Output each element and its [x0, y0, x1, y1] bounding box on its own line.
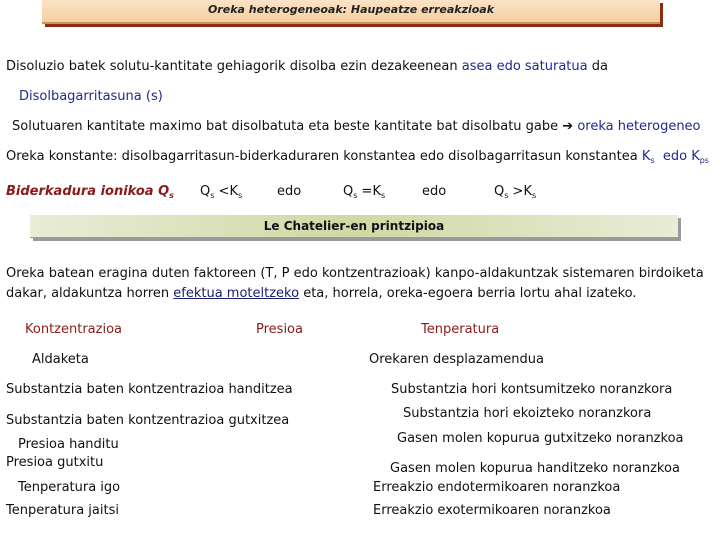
condition-less: $Q_s <K_s$: [200, 184, 243, 200]
condition-edo-1: edo: [277, 184, 302, 199]
column-header-shift: Orekaren desplazamendua: [369, 352, 544, 367]
saturation-text-a: Disoluzio batek solutu-kantitate gehiagorik disolba ezin dezakeenean: [6, 59, 462, 74]
saturation-term: asea edo saturatua: [461, 59, 588, 74]
chatelier-banner: [30, 215, 678, 238]
ks-symbol: $K_s$: [641, 149, 655, 165]
condition-edo-2: edo: [422, 184, 447, 199]
page-title: Oreka heterogeneoak: Haupeatze erreakzioak: [207, 3, 495, 16]
effect-link[interactable]: efektua moteltzeko: [173, 286, 300, 301]
change-row: Tenperatura jaitsi: [6, 503, 119, 518]
chatelier-paragraph-line2: dakar, aldakuntza horren efektua moteltzeko eta, horrela, oreka-egoera berria lortu ahal izateko.: [6, 286, 637, 301]
change-row: Tenperatura igo: [18, 480, 121, 495]
shift-row: Gasen molen kopurua gutxitzeko noranzkoa: [397, 431, 684, 446]
condition-greater: $Q_s >K_s$: [494, 184, 537, 200]
change-row: Substantzia baten kontzentrazioa handitzea: [6, 382, 293, 397]
change-row: Substantzia baten kontzentrazioa gutxitzea: [6, 413, 290, 428]
saturation-definition: [6, 59, 608, 74]
ionic-product-label: Biderkadura ionikoa $Q_s$: [6, 184, 174, 200]
constant-text: Oreka konstante: disolbagarritasun-biderkaduraren konstantea edo disolbagarritasun konstantea: [6, 149, 642, 164]
arrow-right-icon: ➔: [562, 119, 574, 134]
solubility-label: Disolbagarritasuna (s): [19, 89, 163, 104]
heterogeneous-text: Solutuaren kantitate maximo bat disolbatuta eta beste kantitate bat disolbatu gabe: [12, 119, 563, 134]
change-row: Presioa handitu: [18, 437, 119, 452]
shift-row: Substantzia hori ekoizteko noranzkora: [403, 406, 652, 421]
chatelier-paragraph-line1: Oreka batean eragina duten faktoreen (T, P edo kontzentrazioak) kanpo-aldakuntzak sistemaren birdoiketa: [6, 266, 704, 281]
saturation-text-c: da: [587, 59, 608, 74]
constant-edo: edo: [662, 149, 688, 164]
kps-symbol: $K_{ps}$: [691, 149, 709, 165]
change-row: Presioa gutxitu: [6, 455, 104, 470]
shift-row: Gasen molen kopurua handitzeko noranzkoa: [390, 461, 680, 476]
factor-temperature: Tenperatura: [421, 322, 500, 337]
heterogeneous-equilibrium-line: [12, 119, 701, 134]
factor-pressure: Presioa: [256, 322, 303, 337]
heterogeneous-term: oreka heterogeneo: [577, 119, 701, 134]
column-header-change: Aldaketa: [32, 352, 89, 367]
condition-equal: $Q_s =K_s$: [343, 184, 386, 200]
factor-concentration: Kontzentrazioa: [25, 322, 122, 337]
chatelier-title: Le Chatelier-en printzipioa: [263, 219, 445, 233]
shift-row: Erreakzio exotermikoaren noranzkoa: [373, 503, 611, 518]
shift-row: Substantzia hori kontsumitzeko noranzkora: [391, 382, 673, 397]
title-bar: [42, 0, 660, 24]
shift-row: Erreakzio endotermikoaren noranzkoa: [373, 480, 621, 495]
equilibrium-constant-line: [6, 149, 709, 165]
